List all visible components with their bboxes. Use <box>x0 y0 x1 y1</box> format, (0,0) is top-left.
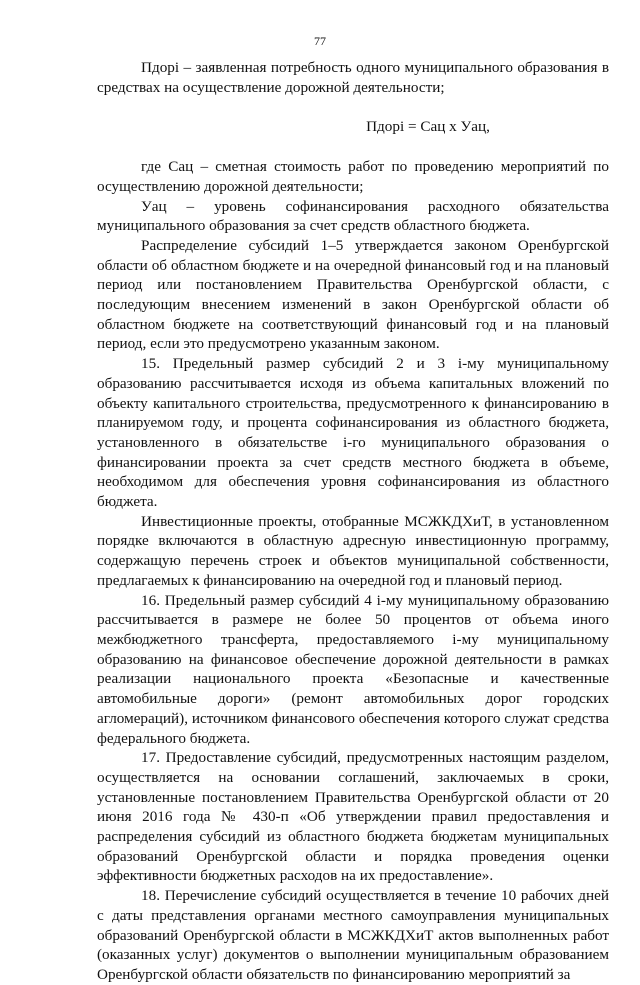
paragraph-investment-projects: Инвестиционные проекты, отобранные МСЖКДХиТ, в установленном порядке включаются в областную адресную инвестиционную программу, содержащую перечень строек и объектов муниципальной собственности, предлагаемых к финансированию на очередной год и плановый период. <box>97 512 609 589</box>
page-number: 77 <box>314 34 326 48</box>
paragraph-15: 15. Предельный размер субсидий 2 и 3 i-му муниципальному образованию рассчитывается исходя из объема капитальных вложений по объекту капитального строительства, предусмотренного к финансированию в планируемом году, и процента софинансирования из областного бюджета, установленного в обязательстве i-го муниципального образования о финансировании проекта за счет средств местного бюджета в объеме, необходимом для обеспечения уровня софинансирования из областного бюджета. <box>97 355 609 511</box>
document-body <box>97 58 609 985</box>
paragraph-16: 16. Предельный размер субсидий 4 i-му муниципальному образованию рассчитывается в размере не более 50 процентов от объема иного межбюджетного трансферта, предоставляемого i-му муниципальному образованию на финансовое обеспечение дорожной деятельности в рамках реализации национального проекта «Безопасные и качественные автомобильные дороги» (ремонт автомобильных дорог городских агломераций), источником финансового обеспечения которого служат средства федерального бюджета. <box>97 591 609 747</box>
paragraph-distribution: Распределение субсидий 1–5 утверждается законом Оренбургской области об областном бюджете и на очередной финансовый год и на плановый период или постановлением Правительства Оренбургской области, с последующим внесением изменений в закон Оренбургской области об областном бюджете на соответствующий финансовый год и на плановый период, если это предусмотрено указанным законом. <box>97 236 609 353</box>
paragraph-17: 17. Предоставление субсидий, предусмотренных настоящим разделом, осуществляется на основании соглашений, заключаемых в сроки, установленные постановлением Правительства Оренбургской области от 20 июня 2016 года № 430-п «Об утверждении правил предоставления и распределения субсидий из областного бюджета бюджетам муниципальных образований Оренбургской области и порядка проведения оценки эффективности бюджетных расходов на их предоставление». <box>97 749 609 885</box>
paragraph-18: 18. Перечисление субсидий осуществляется в течение 10 рабочих дней с даты представления органами местного самоуправления муниципальных образований Оренбургской области в МСЖКДХиТ актов выполненных работ (оказанных услуг) документов о выполнении муниципальным образованием Оренбургской области обязательств по финансированию мероприятий за <box>97 887 609 983</box>
paragraph-sac-definition: где Сац – сметная стоимость работ по проведению мероприятий по осуществлению дорожной деятельности; <box>97 158 609 195</box>
paragraph-uac-definition: Уац – уровень софинансирования расходного обязательства муниципального образования за счет средств областного бюджета. <box>97 197 609 235</box>
paragraph-need-definition: Пдорi – заявленная потребность одного муниципального образования в средствах на осуществление дорожной деятельности; <box>97 59 609 96</box>
formula: Пдорi = Сац х Уац, <box>366 118 490 136</box>
